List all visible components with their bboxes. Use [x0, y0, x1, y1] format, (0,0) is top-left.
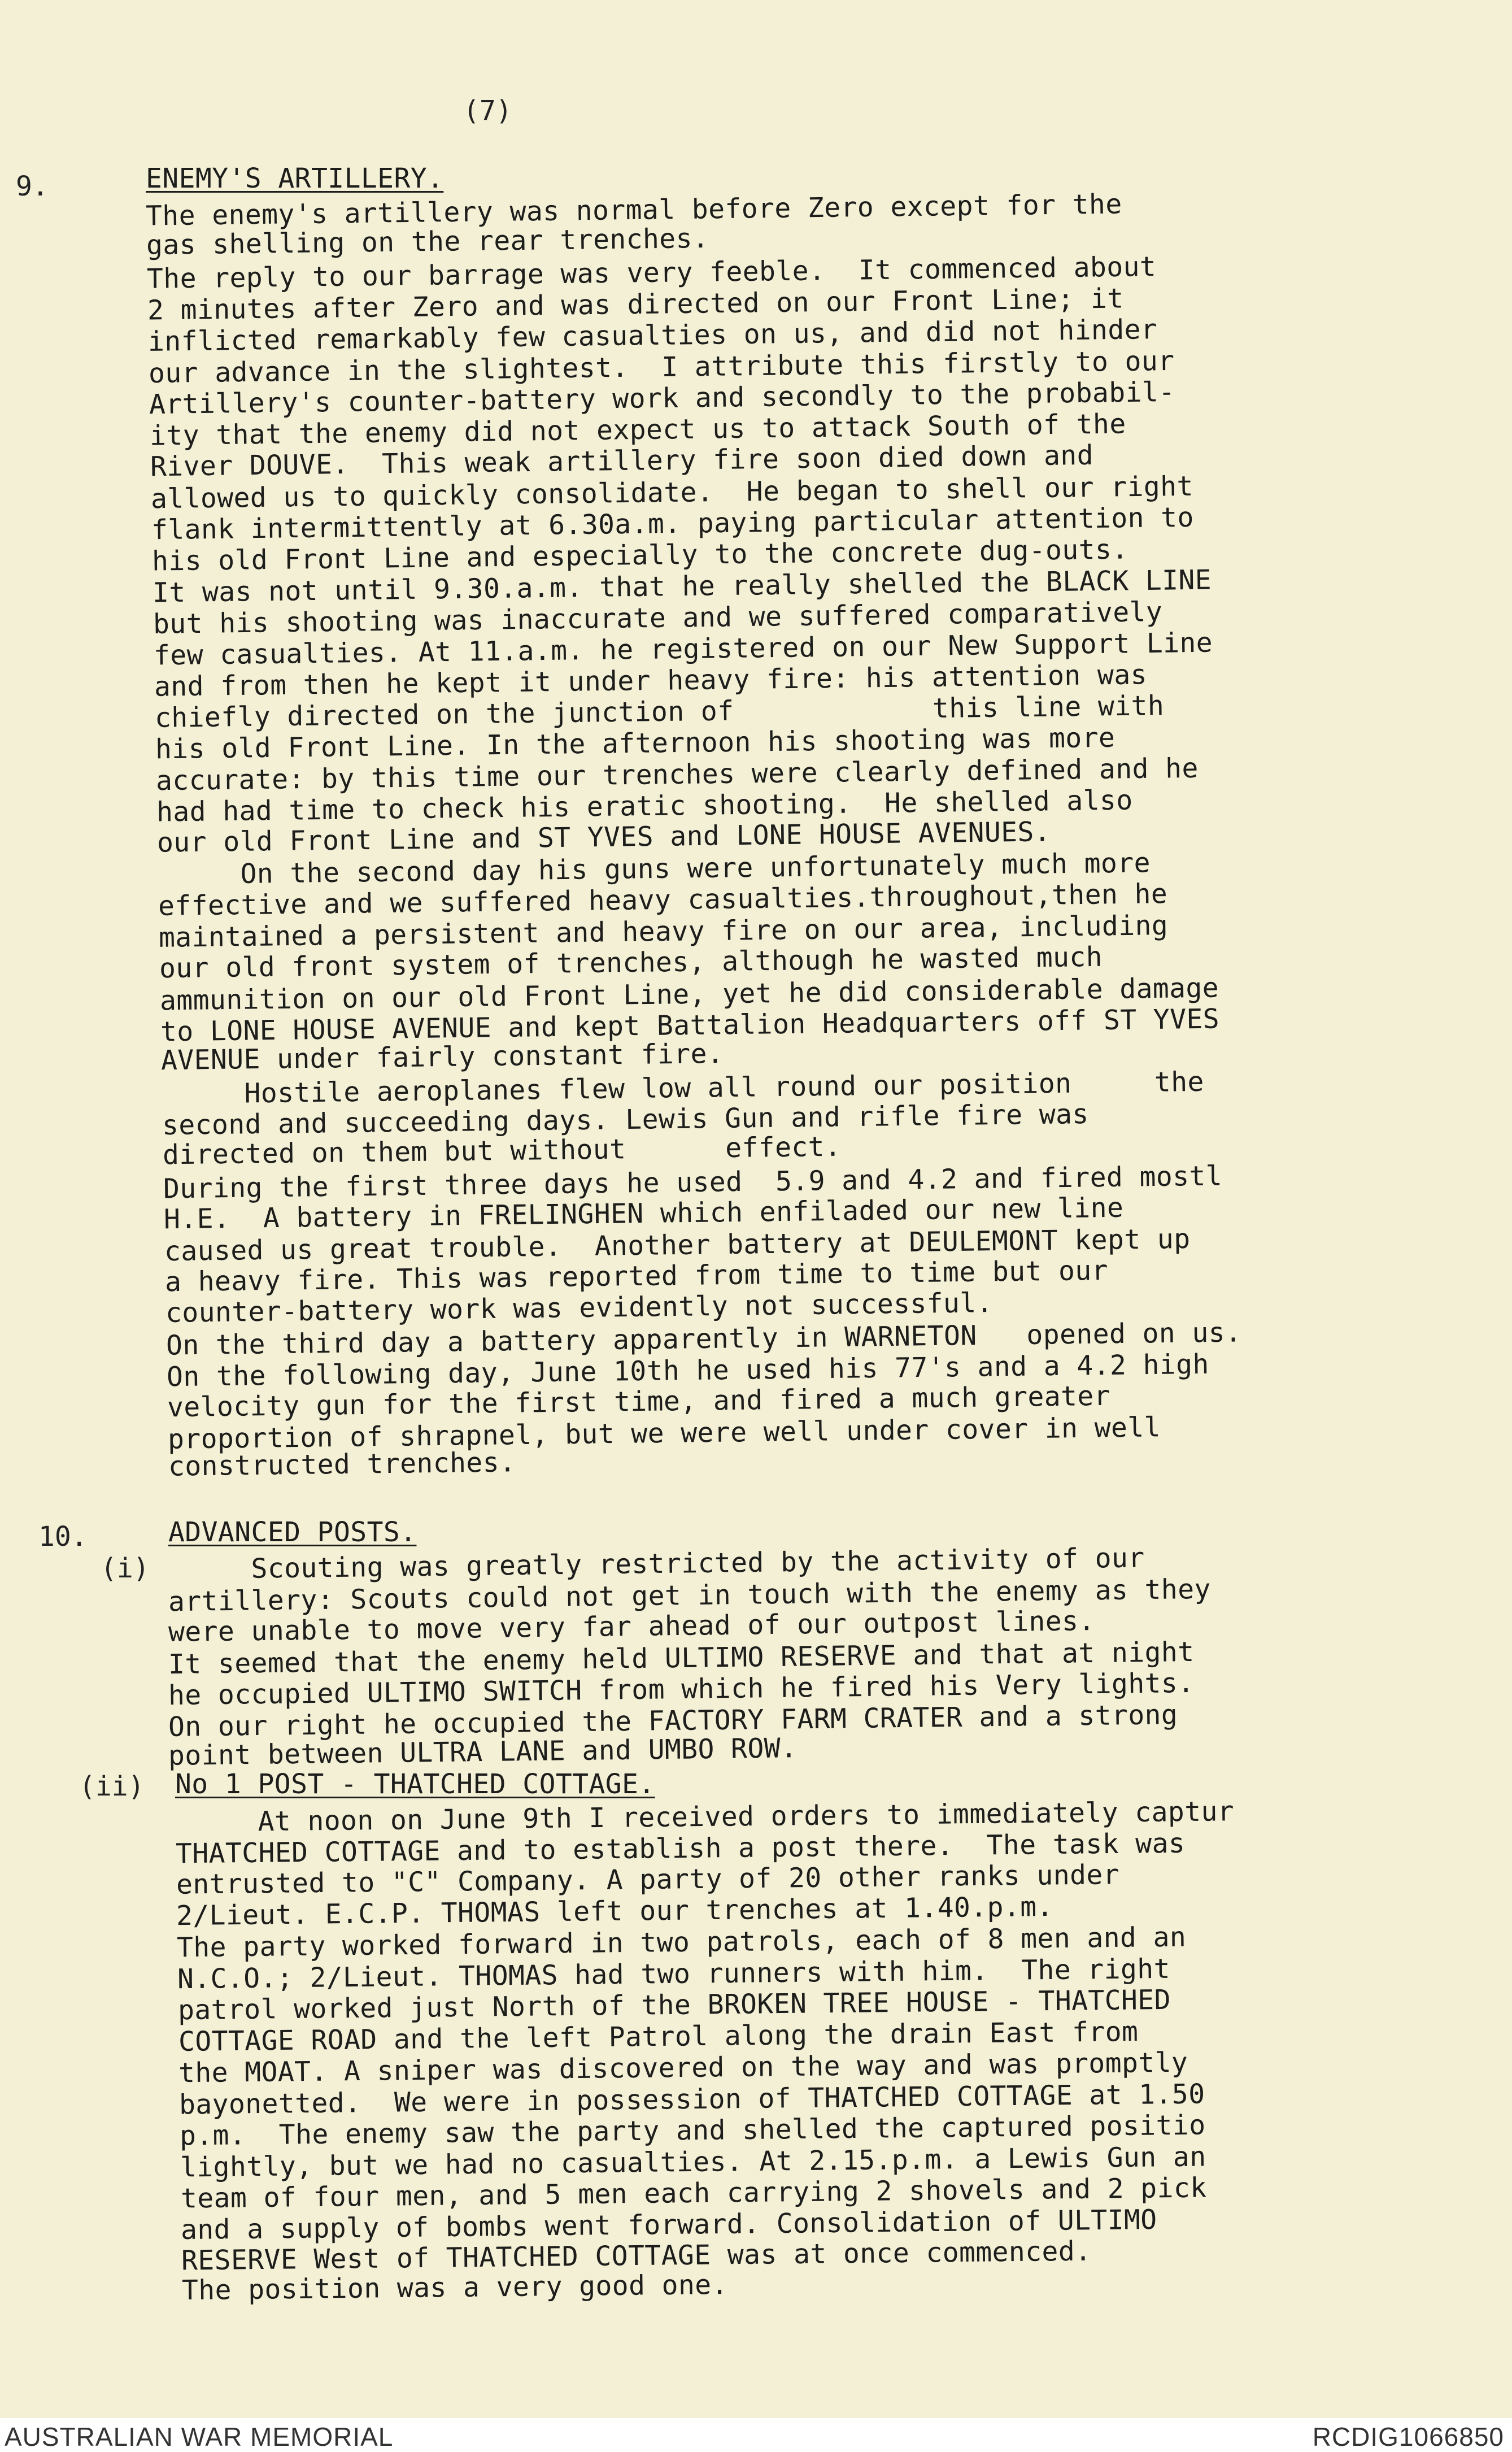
text-line: but his shooting was inaccurate and we suffered comparatively [152, 595, 1163, 640]
text-line: velocity gun for the first time, and fired a much greater [167, 1380, 1111, 1424]
text-line: accurate: by this time our trenches were clearly defined and he [155, 752, 1199, 797]
text-line: maintained a persistent and heavy fire on our area, including [158, 909, 1169, 954]
text-line: 2/Lieut. E.C.P. THOMAS left our trenches at 1.40.p.m. [176, 1890, 1054, 1932]
text-line: entrusted to "C" Company. A party of 20 other ranks under [176, 1859, 1119, 1901]
text-line: Artillery's counter-battery work and secondly to the probabil- [149, 376, 1175, 421]
text-line: lightly, but we had no casualties. At 2.15.p.m. a Lewis Gun an [180, 2140, 1206, 2184]
text-line: gas shelling on the rear trenches. [146, 222, 709, 261]
text-line: The enemy's artillery was normal before Zero except for the [145, 188, 1122, 232]
text-line: caused us great trouble. Another battery at DEULEMONT kept up [164, 1223, 1191, 1267]
subsection-ii-heading: No 1 POST - THATCHED COTTAGE. [175, 1768, 655, 1800]
text-line: Hostile aeroplanes flew low all round our position the [161, 1066, 1205, 1111]
text-line: Scouting was greatly restricted by the activity of our [168, 1542, 1145, 1586]
text-line: COTTAGE ROAD and the left Patrol along the drain East from [178, 2015, 1139, 2058]
text-line: On the third day a battery apparently in WARNETON opened on us. [165, 1316, 1242, 1362]
section-10-number: 10. [38, 1521, 88, 1553]
footer-record-id: RCDIG1066850 [1312, 2422, 1504, 2451]
text-line: second and succeeding days. Lewis Gun and rifle fire was [162, 1098, 1089, 1141]
text-line: our old front system of trenches, although he wasted much [159, 941, 1103, 985]
text-line: his old Front Line and especially to the concrete dug-outs. [151, 533, 1128, 577]
text-line: our old Front Line and ST YVES and LONE HOUSE AVENUES. [156, 816, 1051, 859]
text-line: On the following day, June 10th he used his 77's and a 4.2 high [166, 1348, 1210, 1393]
text-line: the MOAT. A sniper was discovered on the way and was promptly [178, 2046, 1188, 2089]
text-line: and a supply of bombs went forward. Consolidation of ULTIMO [181, 2203, 1158, 2246]
text-line: few casualties. At 11.a.m. he registered on our New Support Line [153, 627, 1213, 672]
text-line: chiefly directed on the junction of this line with [154, 690, 1165, 734]
text-line: our advance in the slightest. I attribute this firstly to our [148, 345, 1175, 389]
footer-bar [0, 2418, 1512, 2451]
text-line: At noon on June 9th I received orders to immediately captur [175, 1795, 1235, 1838]
section-9-heading: ENEMY'S ARTILLERY. [146, 163, 444, 194]
text-line: his old Front Line. In the afternoon his shooting was more [155, 721, 1116, 765]
text-line: H.E. A battery in FRELINGHEN which enfiladed our new line [163, 1192, 1124, 1236]
subsection-ii-marker: (ii) [79, 1771, 145, 1802]
text-line: The position was a very good one. [181, 2268, 729, 2306]
text-line: he occupied ULTIMO SWITCH from which he fired his Very lights. [168, 1667, 1195, 1712]
text-line: patrol worked just North of the BROKEN TREE HOUSE - THATCHED [177, 1984, 1171, 2027]
text-line: ammunition on our old Front Line, yet he did considerable damage [159, 972, 1219, 1016]
text-line: counter-battery work was evidently not successful. [165, 1286, 994, 1329]
text-line: RESERVE West of THATCHED COTTAGE was at once commenced. [181, 2235, 1092, 2277]
section-10-heading: ADVANCED POSTS. [168, 1516, 417, 1548]
text-line: flank intermittently at 6.30a.m. paying particular attention to [151, 501, 1195, 546]
page-number: (7) [463, 95, 512, 127]
text-line: AVENUE under fairly constant fire. [160, 1037, 724, 1076]
text-line: and from then he kept it under heavy fire: his attention was [154, 658, 1148, 703]
text-line: point between ULTRA LANE and UMBO ROW. [168, 1732, 798, 1772]
text-line: It seemed that the enemy held ULTIMO RESERVE and that at night [168, 1636, 1195, 1680]
text-line: team of four men, and 5 men each carrying 2 shovels and 2 pick [180, 2172, 1207, 2215]
text-line: constructed trenches. [168, 1446, 516, 1482]
text-line: were unable to move very far ahead of our outpost lines. [168, 1605, 1095, 1649]
text-line: allowed us to quickly consolidate. He began to shell our right [150, 470, 1194, 515]
text-line: had had time to check his eratic shooting. He shelled also [156, 784, 1133, 828]
text-line: a heavy fire. This was reported from time to time but our [164, 1254, 1109, 1298]
text-line: On our right he occupied the FACTORY FARM CRATER and a strong [168, 1698, 1178, 1743]
text-line: River DOUVE. This weak artillery fire soon died down and [150, 439, 1094, 483]
text-line: N.C.O.; 2/Lieut. THOMAS had two runners with him. The right [177, 1953, 1171, 1995]
section-9-number: 9. [16, 171, 49, 202]
text-line: The reply to our barrage was very feeble. It commenced about [146, 251, 1157, 295]
text-line: p.m. The enemy saw the party and shelled the captured positio [179, 2109, 1206, 2152]
text-line: proportion of shrapnel, but we were well under cover in well [167, 1411, 1161, 1455]
text-line: ity that the enemy did not expect us to attack South of the [149, 407, 1126, 452]
text-line: The party worked forward in two patrols, each of 8 men and an [176, 1921, 1187, 1964]
text-line: During the first three days he used 5.9 and 4.2 and fired mostl [163, 1160, 1223, 1205]
text-line: 2 minutes after Zero and was directed on our Front Line; it [147, 282, 1124, 327]
text-line: bayonetted. We were in possession of THATCHED COTTAGE at 1.50 [178, 2077, 1205, 2121]
text-line: inflicted remarkably few casualties on us, and did not hinder [147, 314, 1158, 358]
text-line: to LONE HOUSE AVENUE and kept Battalion Headquarters off ST YVES [160, 1003, 1220, 1048]
text-line: THATCHED COTTAGE and to establish a post there. The task was [175, 1827, 1186, 1870]
text-line: It was not until 9.30.a.m. that he really shelled the BLACK LINE [152, 564, 1212, 609]
text-line: On the second day his guns were unfortunately much more [157, 846, 1151, 891]
footer-archive-name: AUSTRALIAN WAR MEMORIAL [5, 2422, 394, 2451]
text-line: directed on them but without effect. [162, 1131, 842, 1171]
subsection-i-marker: (i) [101, 1553, 150, 1584]
text-line: artillery: Scouts could not get in touch with the enemy as they [168, 1573, 1212, 1618]
text-line: effective and we suffered heavy casualties.throughout,then he [158, 878, 1168, 922]
